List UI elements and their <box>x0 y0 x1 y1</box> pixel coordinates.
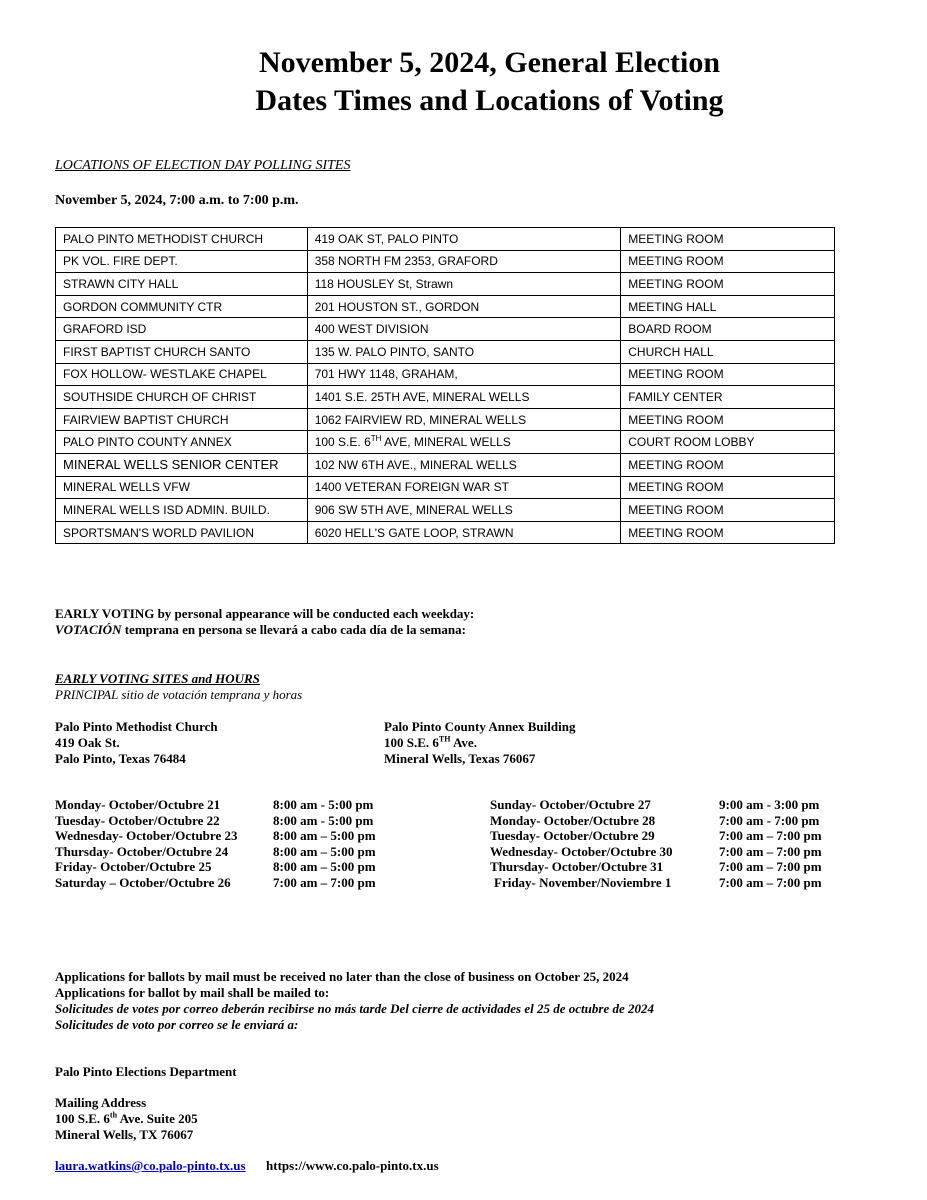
schedule-row <box>55 828 415 844</box>
schedule-day: Sunday- October/Octubre 27 <box>490 797 651 812</box>
schedule-row <box>490 828 870 844</box>
site-address: 400 WEST DIVISION <box>307 318 621 341</box>
site-name: MINERAL WELLS ISD ADMIN. BUILD. <box>56 499 308 522</box>
schedule-day: Thursday- October/Octubre 31 <box>490 859 664 874</box>
site-name: SPORTSMAN'S WORLD PAVILION <box>56 521 308 544</box>
schedule-hours: 8:00 am – 5:00 pm <box>273 828 376 843</box>
early-site-right-city: Mineral Wells, Texas 76067 <box>384 751 536 766</box>
schedule-right <box>490 797 870 890</box>
document-title-line2: Dates Times and Locations of Voting <box>255 84 724 117</box>
site-name: PK VOL. FIRE DEPT. <box>56 250 308 273</box>
schedule-hours: 7:00 am – 7:00 pm <box>719 828 822 843</box>
polling-site-row <box>56 363 835 386</box>
polling-site-row <box>56 228 835 251</box>
site-room: FAMILY CENTER <box>621 386 835 409</box>
email-link[interactable]: laura.watkins@co.palo-pinto.tx.us <box>55 1158 246 1173</box>
site-address: 118 HOUSLEY St, Strawn <box>307 273 621 296</box>
site-room: MEETING ROOM <box>621 476 835 499</box>
site-address: 358 NORTH FM 2353, GRAFORD <box>307 250 621 273</box>
schedule-day: Tuesday- October/Octubre 22 <box>55 812 220 828</box>
site-room: MEETING ROOM <box>621 250 835 273</box>
early-site-right-street: 100 S.E. 6TH Ave. <box>384 734 477 750</box>
schedule-day: Friday- October/Octubre 25 <box>55 859 212 874</box>
mail-ballot-mailto-es: Solicitudes de voto por correo se le enviará a: <box>55 1017 299 1032</box>
mailing-address-label: Mailing Address <box>55 1095 147 1110</box>
polling-site-row <box>56 273 835 296</box>
site-room: COURT ROOM LOBBY <box>621 431 835 454</box>
site-address: 906 SW 5TH AVE, MINERAL WELLS <box>307 499 621 522</box>
schedule-row <box>55 859 415 875</box>
mailing-address-city: Mineral Wells, TX 76067 <box>55 1127 194 1142</box>
schedule-day: Wednesday- October/Octubre 30 <box>490 843 673 859</box>
polling-site-row <box>56 499 835 522</box>
site-room: BOARD ROOM <box>621 318 835 341</box>
polling-site-row <box>56 476 835 499</box>
site-address: 701 HWY 1148, GRAHAM, <box>307 363 621 386</box>
polling-sites-heading: LOCATIONS OF ELECTION DAY POLLING SITES <box>55 158 351 173</box>
early-voting-intro-es <box>55 622 466 638</box>
polling-site-row <box>56 521 835 544</box>
site-room: MEETING ROOM <box>621 273 835 296</box>
schedule-hours: 7:00 am – 7:00 pm <box>719 843 822 859</box>
site-room: CHURCH HALL <box>621 340 835 363</box>
site-name: FAIRVIEW BAPTIST CHURCH <box>56 408 308 431</box>
site-name: STRAWN CITY HALL <box>56 273 308 296</box>
early-site-methodist <box>55 719 218 767</box>
polling-site-row <box>56 386 835 409</box>
polling-site-row <box>56 318 835 341</box>
site-address: 419 OAK ST, PALO PINTO <box>307 228 621 251</box>
votacion-word: VOTACIÓN <box>55 622 122 637</box>
polling-sites-table <box>55 227 835 544</box>
schedule-hours: 8:00 am – 5:00 pm <box>273 843 376 859</box>
mailing-address <box>55 1095 198 1143</box>
schedule-hours: 8:00 am – 5:00 pm <box>273 859 376 874</box>
schedule-row <box>490 875 870 891</box>
early-site-right-name: Palo Pinto County Annex Building <box>384 719 576 734</box>
document-title-line1: November 5, 2024, General Election <box>258 46 721 79</box>
schedule-row <box>55 844 415 860</box>
schedule-row <box>55 797 415 813</box>
site-room: MEETING ROOM <box>621 499 835 522</box>
site-address: 100 S.E. 6TH AVE, MINERAL WELLS <box>307 431 621 454</box>
intro-es-rest: temprana en persona se llevará a cabo cada día de la semana: <box>121 622 466 637</box>
schedule-day: Monday- October/Octubre 21 <box>55 797 221 812</box>
site-room: MEETING ROOM <box>621 228 835 251</box>
early-voting-sites-heading: EARLY VOTING SITES and HOURS <box>55 671 260 686</box>
schedule-day: Saturday – October/Octubre 26 <box>55 874 231 890</box>
mailing-address-street: 100 S.E. 6th Ave. Suite 205 <box>55 1110 198 1126</box>
schedule-hours: 7:00 am - 7:00 pm <box>719 812 820 828</box>
polling-site-row <box>56 453 835 476</box>
site-name: PALO PINTO COUNTY ANNEX <box>56 431 308 454</box>
mail-ballot-deadline-es: Solicitudes de votes por correo deberán recibirse no más tarde Del cierre de actividades el 25 de octubre de 2024 <box>55 1001 654 1016</box>
schedule-row <box>490 844 870 860</box>
site-address: 1400 VETERAN FOREIGN WAR ST <box>307 476 621 499</box>
schedule-hours: 7:00 am – 7:00 pm <box>719 859 822 874</box>
schedule-hours: 7:00 am – 7:00 pm <box>719 874 822 890</box>
schedule-left <box>55 797 415 890</box>
schedule-day: Monday- October/Octubre 28 <box>490 812 656 828</box>
polling-site-row <box>56 250 835 273</box>
schedule-hours: 7:00 am – 7:00 pm <box>273 874 376 890</box>
site-room: MEETING HALL <box>621 295 835 318</box>
site-room: MEETING ROOM <box>621 408 835 431</box>
department-name: Palo Pinto Elections Department <box>55 1064 237 1079</box>
site-name: FOX HOLLOW- WESTLAKE CHAPEL <box>56 363 308 386</box>
site-name: FIRST BAPTIST CHURCH SANTO <box>56 340 308 363</box>
site-address: 201 HOUSTON ST., GORDON <box>307 295 621 318</box>
site-address: 135 W. PALO PINTO, SANTO <box>307 340 621 363</box>
schedule-row <box>55 813 415 829</box>
schedule-hours: 8:00 am - 5:00 pm <box>273 812 374 828</box>
early-site-left-name: Palo Pinto Methodist Church <box>55 719 218 734</box>
early-site-left-street: 419 Oak St. <box>55 735 120 750</box>
site-room: MEETING ROOM <box>621 521 835 544</box>
site-name: SOUTHSIDE CHURCH OF CHRIST <box>56 386 308 409</box>
schedule-row <box>490 797 870 813</box>
mail-ballot-mailto: Applications for ballot by mail shall be mailed to: <box>55 985 330 1000</box>
schedule-day: Friday- November/Noviembre 1 <box>494 874 672 890</box>
site-name: GORDON COMMUNITY CTR <box>56 295 308 318</box>
polling-site-row <box>56 295 835 318</box>
early-site-left-city: Palo Pinto, Texas 76484 <box>55 751 186 766</box>
site-address: 1062 FAIRVIEW RD, MINERAL WELLS <box>307 408 621 431</box>
site-address: 6020 HELL'S GATE LOOP, STRAWN <box>307 521 621 544</box>
schedule-row <box>55 875 415 891</box>
polling-site-row <box>56 340 835 363</box>
polling-site-row <box>56 431 835 454</box>
schedule-day: Wednesday- October/Octubre 23 <box>55 828 238 843</box>
site-address: 102 NW 6TH AVE., MINERAL WELLS <box>307 453 621 476</box>
site-name: PALO PINTO METHODIST CHURCH <box>56 228 308 251</box>
schedule-hours: 8:00 am - 5:00 pm <box>273 797 374 812</box>
schedule-hours: 9:00 am - 3:00 pm <box>719 797 820 812</box>
site-room: MEETING ROOM <box>621 363 835 386</box>
schedule-day: Tuesday- October/Octubre 29 <box>490 828 655 843</box>
election-day-hours: November 5, 2024, 7:00 a.m. to 7:00 p.m. <box>55 193 299 208</box>
schedule-row <box>490 813 870 829</box>
early-site-annex <box>384 719 575 767</box>
site-name: MINERAL WELLS SENIOR CENTER <box>56 453 308 476</box>
site-name: MINERAL WELLS VFW <box>56 476 308 499</box>
polling-site-row <box>56 408 835 431</box>
early-voting-sites-heading-es: PRINCIPAL sitio de votación temprana y horas <box>55 687 303 702</box>
website-text: https://www.co.palo-pinto.tx.us <box>266 1158 439 1173</box>
site-name: GRAFORD ISD <box>56 318 308 341</box>
site-address: 1401 S.E. 25TH AVE, MINERAL WELLS <box>307 386 621 409</box>
schedule-day: Thursday- October/Octubre 24 <box>55 843 229 859</box>
contact-line <box>55 1158 439 1174</box>
mail-ballot-deadline: Applications for ballots by mail must be received no later than the close of business on October 25, 2024 <box>55 969 629 984</box>
schedule-row <box>490 859 870 875</box>
site-room: MEETING ROOM <box>621 453 835 476</box>
early-voting-intro: EARLY VOTING by personal appearance will be conducted each weekday: <box>55 606 475 621</box>
